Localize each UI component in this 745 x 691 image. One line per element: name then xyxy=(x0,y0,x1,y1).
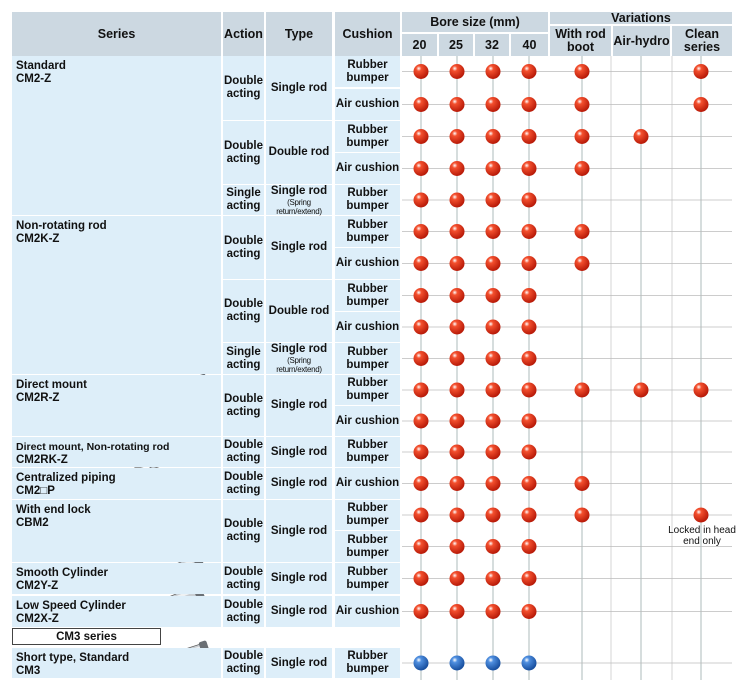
text: Double acting xyxy=(224,598,263,624)
availability-dot xyxy=(522,604,537,619)
availability-dot xyxy=(486,383,501,398)
availability-dot xyxy=(414,351,429,366)
text: Single acting xyxy=(226,187,261,212)
action-cell xyxy=(223,563,264,594)
availability-dot xyxy=(522,256,537,271)
availability-dot xyxy=(414,604,429,619)
text: Double rod xyxy=(268,304,330,317)
type-cell xyxy=(266,563,332,594)
text: Low Speed Cylinder xyxy=(16,600,126,612)
availability-dot xyxy=(450,288,465,303)
availability-dot xyxy=(450,129,465,144)
text: Double acting xyxy=(224,650,263,675)
text: Non-rotating rod xyxy=(16,220,107,232)
text: CM2X-Z xyxy=(16,613,59,625)
action-cell xyxy=(223,216,264,279)
cushion-cell xyxy=(335,185,400,215)
series-cell xyxy=(12,596,221,627)
cushion-cell xyxy=(335,153,400,184)
text: Air cushion xyxy=(335,162,400,174)
text: (Spring return/extend) xyxy=(276,356,322,374)
series-cell xyxy=(12,648,221,678)
text: Type xyxy=(284,26,314,41)
cushion-cell xyxy=(335,216,400,247)
availability-dot xyxy=(575,64,590,79)
availability-dot xyxy=(522,193,537,208)
availability-dot xyxy=(486,351,501,366)
cushion-cell xyxy=(335,56,400,87)
availability-dot xyxy=(486,97,501,112)
type-cell xyxy=(266,648,332,678)
type-cell xyxy=(266,468,332,499)
text: Rubber bumper xyxy=(346,345,389,371)
availability-dot xyxy=(450,351,465,366)
text: Single rod xyxy=(270,184,328,197)
availability-dot xyxy=(414,571,429,586)
type-cell xyxy=(266,500,332,562)
action-cell xyxy=(223,185,264,215)
type-cell xyxy=(266,185,332,215)
header-bore xyxy=(402,12,548,32)
availability-dot xyxy=(414,383,429,398)
cushion-cell xyxy=(335,248,400,279)
text: Single rod xyxy=(270,241,328,253)
series-cell xyxy=(12,216,221,374)
availability-dot xyxy=(522,508,537,523)
availability-dot xyxy=(486,539,501,554)
text: Single rod xyxy=(270,81,328,94)
header-series xyxy=(12,12,221,56)
header-variation-1 xyxy=(613,26,670,56)
availability-dot xyxy=(522,476,537,491)
availability-dot xyxy=(486,161,501,176)
availability-dot xyxy=(414,224,429,239)
text: Smooth Cylinder xyxy=(16,567,109,579)
text: Rubber bumper xyxy=(346,123,389,149)
text: Centralized piping xyxy=(16,472,116,484)
text: Double acting xyxy=(224,234,263,260)
availability-dot xyxy=(522,383,537,398)
availability-dot xyxy=(414,161,429,176)
action-cell xyxy=(223,500,264,562)
header-bore-20 xyxy=(402,34,437,56)
header-variation-2 xyxy=(672,26,732,56)
header-variations xyxy=(550,12,732,24)
action-cell xyxy=(223,280,264,342)
availability-dot xyxy=(450,97,465,112)
text: Single rod xyxy=(270,445,328,458)
availability-dot-blue xyxy=(450,656,465,671)
availability-dot xyxy=(575,97,590,112)
text: 40 xyxy=(522,37,537,52)
text: Double acting xyxy=(224,565,263,591)
availability-dot xyxy=(522,539,537,554)
text: Double acting xyxy=(224,518,263,543)
text: CBM2 xyxy=(16,517,49,529)
availability-dot xyxy=(450,414,465,429)
availability-dot xyxy=(486,256,501,271)
availability-dot xyxy=(414,97,429,112)
text: 25 xyxy=(449,37,463,52)
text: CM3 series xyxy=(56,630,117,643)
series-cell xyxy=(12,437,221,467)
availability-dot xyxy=(414,193,429,208)
availability-dot xyxy=(414,508,429,523)
type-cell xyxy=(266,375,332,436)
cushion-cell xyxy=(335,596,400,627)
availability-dot xyxy=(522,288,537,303)
series-cell xyxy=(12,468,221,499)
availability-dot xyxy=(486,320,501,335)
cushion-cell xyxy=(335,121,400,152)
availability-dot xyxy=(450,476,465,491)
locked-note xyxy=(664,525,740,547)
availability-dot xyxy=(522,97,537,112)
action-cell xyxy=(223,121,264,184)
text: Variations xyxy=(611,10,671,25)
availability-dot xyxy=(486,288,501,303)
availability-dot xyxy=(450,508,465,523)
availability-dot xyxy=(694,508,709,523)
text: Single acting xyxy=(226,345,261,371)
action-cell xyxy=(223,648,264,678)
availability-dot xyxy=(575,256,590,271)
text: Single rod xyxy=(270,605,328,617)
header-type xyxy=(266,12,332,56)
availability-dot xyxy=(450,64,465,79)
cushion-cell xyxy=(335,89,400,120)
text: Cushion xyxy=(342,26,393,41)
text: Single rod xyxy=(270,524,328,537)
text: Air cushion xyxy=(335,477,400,489)
text: Rubber bumper xyxy=(346,218,389,244)
text: Double acting xyxy=(224,392,263,418)
text: Rubber bumper xyxy=(346,58,389,84)
text: Double acting xyxy=(224,139,263,165)
text: Double acting xyxy=(224,75,263,100)
type-cell xyxy=(266,596,332,627)
availability-dot xyxy=(575,129,590,144)
text: Rubber bumper xyxy=(346,439,389,464)
text: CM3 xyxy=(16,665,41,677)
cushion-cell xyxy=(335,500,400,530)
text: Single rod xyxy=(270,572,328,584)
text: Rubber bumper xyxy=(346,565,389,591)
text: Single rod xyxy=(270,656,328,669)
action-cell xyxy=(223,596,264,627)
action-cell xyxy=(223,56,264,120)
availability-dot xyxy=(522,320,537,335)
series-cell xyxy=(12,500,221,562)
text: Double acting xyxy=(224,470,263,496)
cushion-cell xyxy=(335,406,400,436)
cushion-cell xyxy=(335,375,400,405)
text: Direct mount, Non-rotating rod xyxy=(16,441,170,453)
availability-dot xyxy=(634,383,649,398)
text: Double acting xyxy=(224,298,263,323)
text: Rubber bumper xyxy=(346,187,389,212)
type-cell xyxy=(266,216,332,279)
availability-dot xyxy=(450,539,465,554)
cushion-cell xyxy=(335,563,400,594)
text: Action xyxy=(224,26,263,41)
header-bore-40 xyxy=(511,34,548,56)
text: Double acting xyxy=(224,439,263,464)
availability-dot-blue xyxy=(486,656,501,671)
text: CM2-Z xyxy=(16,73,52,85)
text: Series xyxy=(97,26,136,41)
availability-dot xyxy=(486,604,501,619)
availability-dot xyxy=(450,604,465,619)
text: With rod boot xyxy=(555,27,606,54)
text: Single rod xyxy=(270,343,328,355)
availability-dot xyxy=(575,476,590,491)
availability-dot xyxy=(522,161,537,176)
action-cell xyxy=(223,343,264,374)
text: Single rod xyxy=(270,477,328,489)
text: CM2□P xyxy=(16,485,55,497)
availability-dot xyxy=(450,256,465,271)
text: CM2R-Z xyxy=(16,392,60,404)
action-cell xyxy=(223,437,264,467)
availability-dot xyxy=(450,445,465,460)
availability-dot xyxy=(414,64,429,79)
availability-dot xyxy=(450,571,465,586)
text: Rubber bumper xyxy=(346,502,389,527)
cushion-cell xyxy=(335,531,400,562)
availability-dot xyxy=(486,193,501,208)
type-cell xyxy=(266,56,332,120)
text: Rubber bumper xyxy=(346,282,389,308)
availability-dot xyxy=(486,445,501,460)
availability-dot xyxy=(414,256,429,271)
availability-dot-blue xyxy=(414,656,429,671)
text: Standard xyxy=(16,60,66,72)
text: Air cushion xyxy=(335,320,400,333)
series-cell xyxy=(12,56,221,215)
availability-dot xyxy=(414,476,429,491)
text: Locked in head end only xyxy=(668,525,736,547)
availability-dot xyxy=(414,414,429,429)
availability-dot xyxy=(486,64,501,79)
cushion-cell xyxy=(335,468,400,499)
availability-dot xyxy=(450,193,465,208)
availability-dot xyxy=(414,320,429,335)
text: Air cushion xyxy=(335,98,400,110)
text: Air cushion xyxy=(335,605,400,617)
text: Double rod xyxy=(268,146,330,158)
availability-dot xyxy=(522,129,537,144)
availability-dot xyxy=(486,224,501,239)
availability-dot xyxy=(450,320,465,335)
text: Direct mount xyxy=(16,379,87,391)
cushion-cell xyxy=(335,343,400,374)
series-cell xyxy=(12,375,221,436)
availability-dot xyxy=(486,508,501,523)
text: Short type, Standard xyxy=(16,652,130,664)
text: 32 xyxy=(485,37,499,52)
availability-dot xyxy=(522,414,537,429)
header-cushion xyxy=(335,12,400,56)
type-cell xyxy=(266,437,332,467)
text: With end lock xyxy=(16,504,91,516)
text: Air cushion xyxy=(335,414,400,427)
text: CM2K-Z xyxy=(16,233,60,245)
text: Air-hydro xyxy=(613,33,670,48)
header-bore-25 xyxy=(439,34,473,56)
action-cell xyxy=(223,375,264,436)
header-action xyxy=(223,12,264,56)
availability-dot xyxy=(486,129,501,144)
series-cell xyxy=(12,563,221,594)
text: (Spring return/extend) xyxy=(276,197,322,216)
text: 20 xyxy=(412,37,427,52)
text: Rubber bumper xyxy=(346,533,389,559)
availability-dot xyxy=(414,288,429,303)
text: Bore size (mm) xyxy=(430,14,520,29)
header-variation-0 xyxy=(550,26,611,56)
availability-dot xyxy=(575,224,590,239)
availability-dot xyxy=(522,64,537,79)
availability-dot-blue xyxy=(522,656,537,671)
text: CM2Y-Z xyxy=(16,580,59,592)
cushion-cell xyxy=(335,437,400,467)
availability-dot xyxy=(486,571,501,586)
cm3-series-label xyxy=(12,628,161,645)
availability-dot xyxy=(522,445,537,460)
text: Clean series xyxy=(683,27,721,54)
action-cell xyxy=(223,468,264,499)
availability-dot xyxy=(486,476,501,491)
availability-dot xyxy=(634,129,649,144)
text: Single rod xyxy=(270,399,328,411)
type-cell xyxy=(266,121,332,184)
availability-dot xyxy=(694,64,709,79)
type-cell xyxy=(266,280,332,342)
availability-dot xyxy=(522,224,537,239)
text: Air cushion xyxy=(335,257,400,269)
availability-dot xyxy=(414,539,429,554)
availability-dot xyxy=(575,161,590,176)
cushion-cell xyxy=(335,280,400,311)
availability-dot xyxy=(694,383,709,398)
cushion-cell xyxy=(335,312,400,342)
availability-dot xyxy=(414,445,429,460)
availability-dot xyxy=(450,161,465,176)
text: Rubber bumper xyxy=(346,377,389,402)
availability-dot xyxy=(450,383,465,398)
availability-dot xyxy=(450,224,465,239)
cushion-cell xyxy=(335,648,400,678)
text: CM2RK-Z xyxy=(16,454,68,466)
availability-dot xyxy=(414,129,429,144)
availability-dot xyxy=(694,97,709,112)
availability-dot xyxy=(575,508,590,523)
availability-dot xyxy=(575,383,590,398)
type-cell xyxy=(266,343,332,374)
availability-dot xyxy=(486,414,501,429)
availability-dot xyxy=(522,351,537,366)
availability-dot xyxy=(522,571,537,586)
text: Rubber bumper xyxy=(346,650,389,675)
header-bore-32 xyxy=(475,34,509,56)
